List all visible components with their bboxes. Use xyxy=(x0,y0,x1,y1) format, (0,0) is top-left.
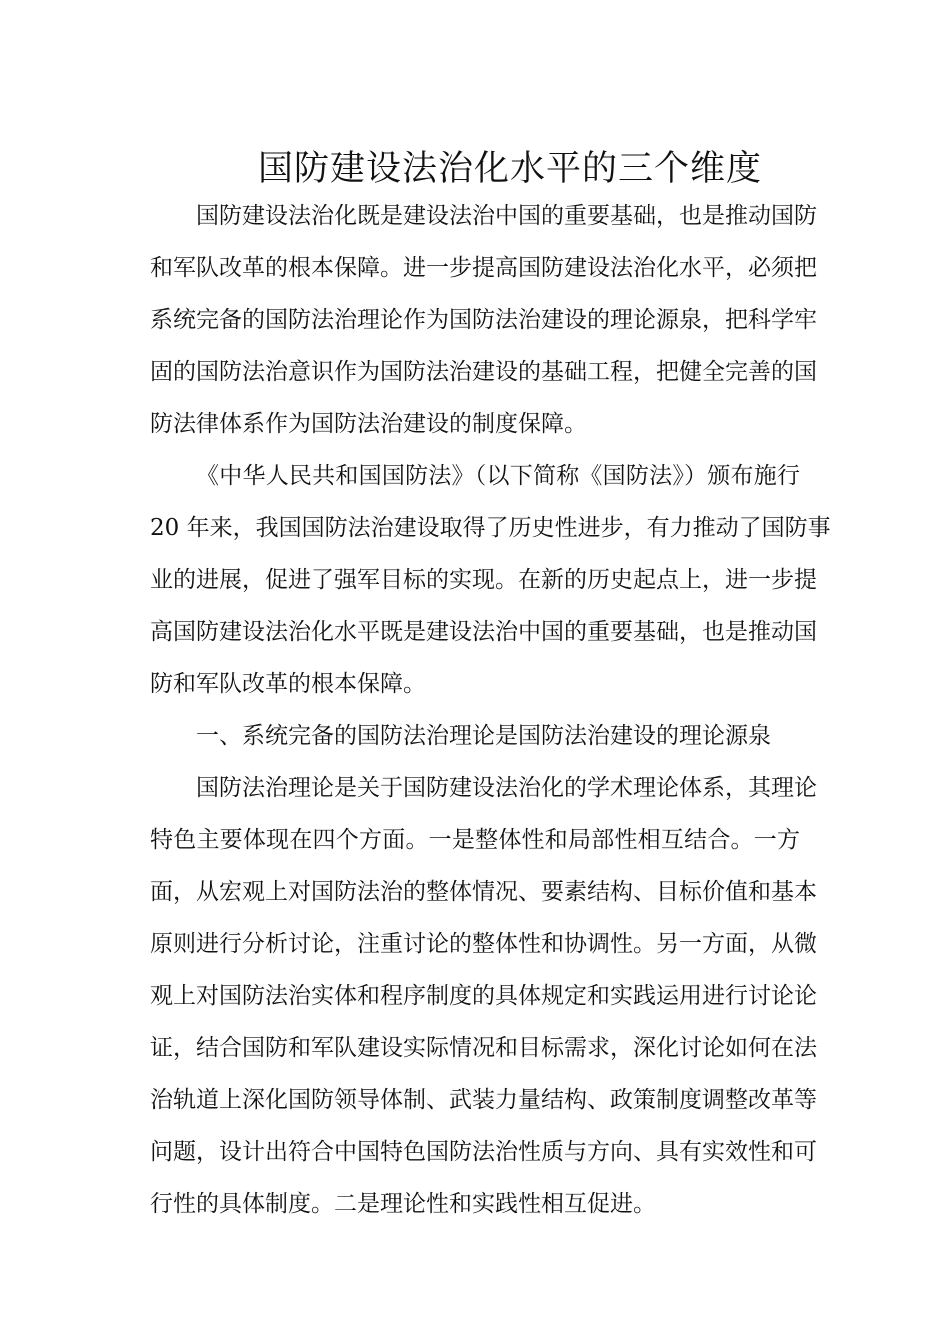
paragraph-3-line-6: 证，结合国防和军队建设实际情况和目标需求，深化讨论如何在法 xyxy=(150,1035,817,1061)
paragraph-3-line-5: 观上对国防法治实体和程序制度的具体规定和实践运用进行讨论论 xyxy=(150,983,817,1009)
paragraph-1-line-3: 系统完备的国防法治理论作为国防法治建设的理论源泉，把科学牢 xyxy=(150,307,817,333)
paragraph-3-line-2: 特色主要体现在四个方面。一是整体性和局部性相互结合。一方 xyxy=(150,827,800,853)
paragraph-3-line-3: 面，从宏观上对国防法治的整体情况、要素结构、目标价值和基本 xyxy=(150,879,817,905)
paragraph-2-line-4: 高国防建设法治化水平既是建设法治中国的重要基础，也是推动国 xyxy=(150,619,817,645)
paragraph-1-line-4: 固的国防法治意识作为国防法治建设的基础工程，把健全完善的国 xyxy=(150,359,817,385)
paragraph-3-line-9: 行性的具体制度。二是理论性和实践性相互促进。 xyxy=(150,1191,656,1217)
document-title: 国防建设法治化水平的三个维度 xyxy=(257,149,762,190)
paragraph-1-line-2: 和军队改革的根本保障。进一步提高国防建设法治化水平，必须把 xyxy=(150,255,817,281)
paragraph-2-line-2: 20 年来，我国国防法治建设取得了历史性进步，有力推动了国防事 xyxy=(150,515,831,541)
paragraph-1-line-5: 防法律体系作为国防法治建设的制度保障。 xyxy=(150,411,587,437)
paragraph-3-line-4: 原则进行分析讨论，注重讨论的整体性和协调性。另一方面，从微 xyxy=(150,931,817,957)
paragraph-2-line-1: 《中华人民共和国国防法》（以下简称《国防法》）颁布施行 xyxy=(196,463,800,489)
paragraph-2-line-5: 防和军队改革的根本保障。 xyxy=(150,671,426,697)
section-heading-1: 一、系统完备的国防法治理论是国防法治建设的理论源泉 xyxy=(196,723,771,749)
paragraph-3-line-8: 问题，设计出符合中国特色国防法治性质与方向、具有实效性和可 xyxy=(150,1139,817,1165)
paragraph-3-line-7: 治轨道上深化国防领导体制、武装力量结构、政策制度调整改革等 xyxy=(150,1087,817,1113)
paragraph-2-line-3: 业的进展，促进了强军目标的实现。在新的历史起点上，进一步提 xyxy=(150,567,817,593)
paragraph-1-line-1: 国防建设法治化既是建设法治中国的重要基础，也是推动国防 xyxy=(196,203,817,229)
paragraph-3-line-1: 国防法治理论是关于国防建设法治化的学术理论体系，其理论 xyxy=(196,775,817,801)
